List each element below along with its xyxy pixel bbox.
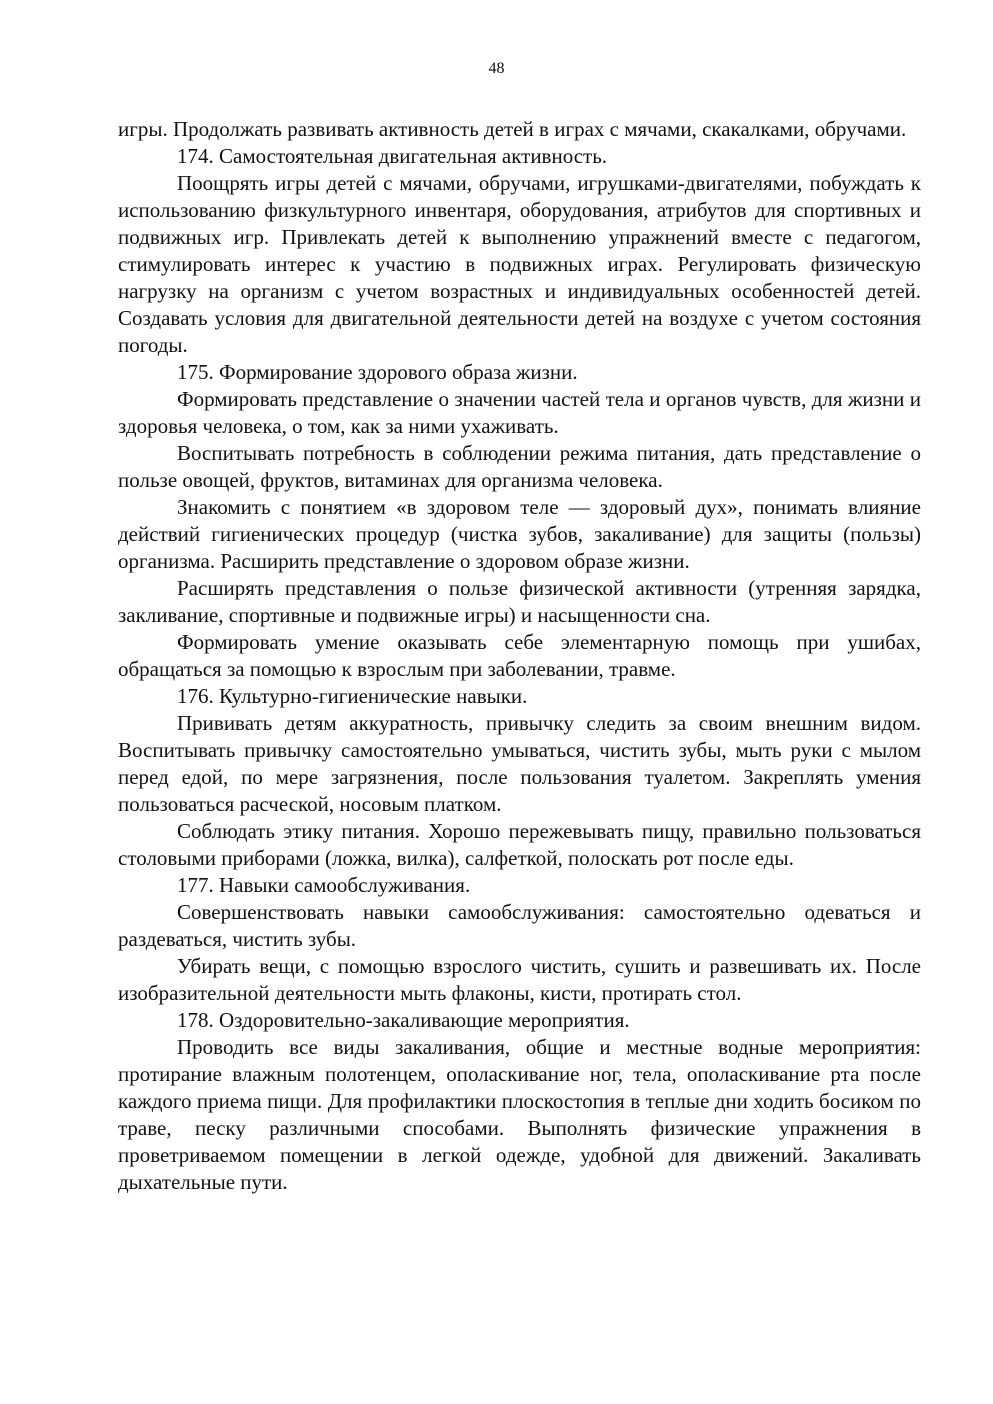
paragraph: Формировать представление о значении частей тела и органов чувств, для жизни и здоровья человека, о том, как за ними ухаживать. (118, 387, 921, 438)
paragraph: Формировать умение оказывать себе элементарную помощь при ушибах, обращаться за помощью к взрослым при заболевании, травме. (118, 630, 921, 681)
paragraph: Расширять представления о пользе физической активности (утренняя зарядка, закливание, спортивные и подвижные игры) и насыщенности сна. (118, 576, 921, 627)
paragraph: Убирать вещи, с помощью взрослого чистить, сушить и развешивать их. После изобразительной деятельности мыть флаконы, кисти, протирать стол. (118, 954, 921, 1005)
paragraph: игры. Продолжать развивать активность детей в играх с мячами, скакалками, обручами. (118, 117, 907, 141)
paragraph: Проводить все виды закаливания, общие и местные водные мероприятия: протирание влажным полотенцем, ополаскивание ног, тела, ополаскивание рта после каждого приема пищи. Для профилактики плоскостопия в теплые дни ходить босиком по траве, песку различными способами. Выполнять физические упражнения в проветриваемом помещении в легкой одежде, удобной для движений. Закаливать дыхательные пути. (118, 1035, 921, 1194)
paragraph: Соблюдать этику питания. Хорошо пережевывать пищу, правильно пользоваться столовыми приборами (ложка, вилка), салфеткой, полоскать рот после еды. (118, 819, 921, 870)
section-heading: 178. Оздоровительно-закаливающие мероприятия. (177, 1008, 630, 1032)
paragraph: Воспитывать потребность в соблюдении режима питания, дать представление о пользе овощей, фруктов, витаминах для организма человека. (118, 441, 921, 492)
paragraph: Прививать детям аккуратность, привычку следить за своим внешним видом. Воспитывать привычку самостоятельно умываться, чистить зубы, мыть руки с мылом перед едой, по мере загрязнения, после пользования туалетом. Закреплять умения пользоваться расческой, носовым платком. (118, 711, 921, 816)
section-heading: 175. Формирование здорового образа жизни. (177, 360, 578, 384)
section-heading: 177. Навыки самообслуживания. (177, 873, 471, 897)
section-heading: 174. Самостоятельная двигательная активность. (177, 144, 608, 168)
page-number: 48 (488, 60, 505, 77)
paragraph: Знакомить с понятием «в здоровом теле — здоровый дух», понимать влияние действий гигиенических процедур (чистка зубов, закаливание) для защиты (пользы) организма. Расширить представление о здоровом образе жизни. (118, 495, 921, 573)
section-heading: 176. Культурно-гигиенические навыки. (177, 684, 528, 708)
paragraph: Совершенствовать навыки самообслуживания: самостоятельно одеваться и раздеваться, чистить зубы. (118, 900, 921, 951)
paragraph: Поощрять игры детей с мячами, обручами, игрушками-двигателями, побуждать к использованию физкультурного инвентаря, оборудования, атрибутов для спортивных и подвижных игр. Привлекать детей к выполнению упражнений вместе с педагогом, стимулировать интерес к участию в подвижных играх. Регулировать физическую нагрузку на организм с учетом возрастных и индивидуальных особенностей детей. Создавать условия для двигательной деятельности детей на воздухе с учетом состояния погоды. (118, 171, 921, 357)
body-text (118, 116, 921, 1196)
